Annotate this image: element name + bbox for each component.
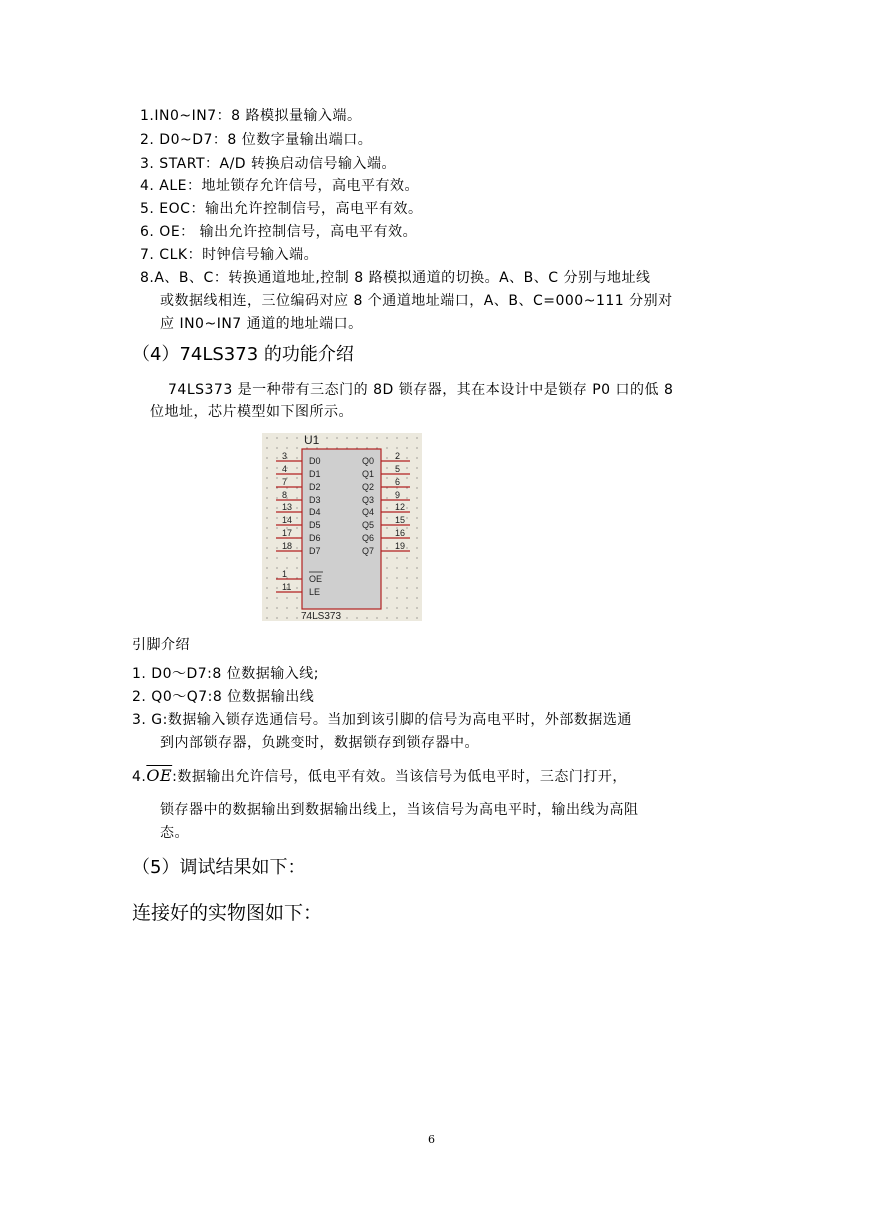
grid-dot bbox=[266, 587, 267, 588]
grid-dot bbox=[386, 477, 387, 478]
pin-number-16: 16 bbox=[395, 528, 406, 538]
grid-dot bbox=[416, 527, 417, 528]
grid-dot bbox=[416, 467, 417, 468]
grid-dot bbox=[406, 527, 407, 528]
grid-dot bbox=[296, 557, 297, 558]
grid-dot bbox=[416, 447, 417, 448]
pin-number-15: 15 bbox=[395, 515, 406, 525]
pin-intro-item-3-line-2: 到内部锁存器，负跳变时，数据锁存到锁存器中。 bbox=[160, 735, 479, 751]
grid-dot bbox=[296, 477, 297, 478]
grid-dot bbox=[346, 437, 347, 438]
grid-dot bbox=[416, 477, 417, 478]
section-5-subheading: 连接好的实物图如下： bbox=[132, 902, 323, 924]
grid-dot bbox=[366, 617, 367, 618]
pin-label-d7: D7 bbox=[309, 546, 321, 556]
pin-label-oe: OE bbox=[309, 574, 323, 584]
grid-dot bbox=[346, 617, 347, 618]
grid-dot bbox=[416, 437, 417, 438]
pin-number-5: 5 bbox=[395, 464, 401, 474]
grid-dot bbox=[276, 567, 277, 568]
pin-intro-item-3-line-1: 3. G:数据输入锁存选通信号。当加到该引脚的信号为高电平时，外部数据选通 bbox=[132, 712, 632, 728]
pin-number-19: 19 bbox=[395, 541, 406, 551]
pin-label-q5: Q5 bbox=[362, 520, 375, 530]
grid-dot bbox=[386, 547, 387, 548]
grid-dot bbox=[416, 587, 417, 588]
grid-dot bbox=[406, 447, 407, 448]
grid-dot bbox=[276, 587, 277, 588]
grid-dot bbox=[416, 487, 417, 488]
chip-ref-label: U1 bbox=[304, 433, 320, 447]
pin-number-13: 13 bbox=[282, 502, 293, 512]
grid-dot bbox=[296, 517, 297, 518]
grid-dot bbox=[296, 547, 297, 548]
grid-dot bbox=[386, 617, 387, 618]
chip-model-figure bbox=[262, 433, 422, 621]
grid-dot bbox=[416, 507, 417, 508]
grid-dot bbox=[406, 567, 407, 568]
grid-dot bbox=[296, 617, 297, 618]
grid-dot bbox=[266, 537, 267, 538]
grid-dot bbox=[396, 557, 397, 558]
oe-overline-symbol: $\overline{OE}$ bbox=[146, 766, 173, 785]
adc-pin-item-8: 8.A、B、C：转换通道地址,控制 8 路模拟通道的切换。A、B、C 分别与地址线 bbox=[140, 270, 651, 286]
grid-dot bbox=[386, 597, 387, 598]
grid-dot bbox=[376, 437, 377, 438]
grid-dot bbox=[406, 457, 407, 458]
grid-dot bbox=[406, 577, 407, 578]
grid-dot bbox=[406, 517, 407, 518]
grid-dot bbox=[396, 597, 397, 598]
grid-dot bbox=[406, 607, 407, 608]
pin-number-8: 8 bbox=[282, 490, 288, 500]
grid-dot bbox=[286, 557, 287, 558]
grid-dot bbox=[266, 617, 267, 618]
pin-intro-item-1: 1. D0～D7:8 位数据输入线; bbox=[132, 666, 319, 682]
grid-dot bbox=[396, 577, 397, 578]
adc-pin-item-4: 4. ALE：地址锁存允许信号，高电平有效。 bbox=[140, 178, 420, 194]
pin-label-d1: D1 bbox=[309, 469, 321, 479]
grid-dot bbox=[386, 437, 387, 438]
grid-dot bbox=[386, 497, 387, 498]
grid-dot bbox=[296, 567, 297, 568]
pin-label-q3: Q3 bbox=[362, 495, 375, 505]
pin-label-le: LE bbox=[309, 587, 321, 597]
grid-dot bbox=[276, 477, 277, 478]
pin-number-6: 6 bbox=[395, 477, 401, 487]
grid-dot bbox=[356, 617, 357, 618]
grid-dot bbox=[276, 557, 277, 558]
grid-dot bbox=[266, 547, 267, 548]
pin-intro-item-4-line-1 bbox=[132, 766, 627, 787]
grid-dot bbox=[266, 567, 267, 568]
grid-dot bbox=[296, 447, 297, 448]
pin-number-14: 14 bbox=[282, 515, 293, 525]
grid-dot bbox=[416, 597, 417, 598]
grid-dot bbox=[266, 607, 267, 608]
grid-dot bbox=[416, 567, 417, 568]
grid-dot bbox=[366, 437, 367, 438]
grid-dot bbox=[386, 467, 387, 468]
section-4-paragraph-line-2: 位地址，芯片模型如下图所示。 bbox=[150, 404, 353, 420]
grid-dot bbox=[416, 547, 417, 548]
grid-dot bbox=[416, 537, 417, 538]
grid-dot bbox=[286, 607, 287, 608]
grid-dot bbox=[266, 507, 267, 508]
grid-dot bbox=[266, 597, 267, 598]
grid-dot bbox=[286, 597, 287, 598]
adc-pin-item-8-cont-2: 应 IN0~IN7 通道的地址端口。 bbox=[160, 316, 363, 332]
grid-dot bbox=[286, 617, 287, 618]
grid-dot bbox=[296, 587, 297, 588]
grid-dot bbox=[386, 447, 387, 448]
grid-dot bbox=[276, 437, 277, 438]
grid-dot bbox=[296, 457, 297, 458]
grid-dot bbox=[406, 547, 407, 548]
adc-pin-item-6: 6. OE： 输出允许控制信号，高电平有效。 bbox=[140, 224, 418, 240]
pin-intro-title: 引脚介绍 bbox=[132, 637, 190, 653]
adc-pin-item-5: 5. EOC：输出允许控制信号，高电平有效。 bbox=[140, 201, 423, 217]
grid-dot bbox=[386, 567, 387, 568]
pin-label-q0: Q0 bbox=[362, 456, 375, 466]
grid-dot bbox=[326, 437, 327, 438]
grid-dot bbox=[266, 517, 267, 518]
grid-dot bbox=[296, 597, 297, 598]
grid-dot bbox=[296, 527, 297, 528]
grid-dot bbox=[276, 447, 277, 448]
pin-number-3: 3 bbox=[282, 451, 288, 461]
grid-dot bbox=[386, 517, 387, 518]
adc-pin-item-2: 2. D0~D7：8 位数字量输出端口。 bbox=[140, 132, 373, 148]
grid-dot bbox=[416, 617, 417, 618]
grid-dot bbox=[406, 497, 407, 498]
chip-schematic bbox=[262, 433, 422, 621]
grid-dot bbox=[406, 507, 407, 508]
grid-dot bbox=[276, 607, 277, 608]
grid-dot bbox=[416, 497, 417, 498]
grid-dot bbox=[396, 607, 397, 608]
pin-label-d3: D3 bbox=[309, 495, 321, 505]
grid-dot bbox=[266, 457, 267, 458]
grid-dot bbox=[386, 607, 387, 608]
section-4-heading: （4）74LS373 的功能介绍 bbox=[132, 344, 354, 365]
grid-dot bbox=[386, 587, 387, 588]
pin-intro-item-4-number: 4. bbox=[132, 769, 147, 785]
adc-pin-item-1: 1.IN0~IN7：8 路模拟量输入端。 bbox=[140, 108, 362, 124]
grid-dot bbox=[276, 457, 277, 458]
grid-dot bbox=[386, 507, 387, 508]
grid-dot bbox=[296, 437, 297, 438]
grid-dot bbox=[266, 487, 267, 488]
grid-dot bbox=[396, 567, 397, 568]
grid-dot bbox=[276, 467, 277, 468]
pin-number-18: 18 bbox=[282, 541, 293, 551]
grid-dot bbox=[276, 527, 277, 528]
grid-dot bbox=[376, 617, 377, 618]
pin-number-1: 1 bbox=[282, 569, 288, 579]
grid-dot bbox=[396, 437, 397, 438]
adc-pin-item-8-cont-1: 或数据线相连，三位编码对应 8 个通道地址端口，A、B、C=000~111 分别对 bbox=[160, 293, 673, 309]
grid-dot bbox=[386, 577, 387, 578]
page-number: 6 bbox=[428, 1133, 435, 1146]
pin-label-q6: Q6 bbox=[362, 533, 375, 543]
pin-label-d2: D2 bbox=[309, 482, 321, 492]
grid-dot bbox=[416, 517, 417, 518]
grid-dot bbox=[266, 477, 267, 478]
grid-dot bbox=[336, 437, 337, 438]
pin-number-17: 17 bbox=[282, 528, 293, 538]
grid-dot bbox=[416, 457, 417, 458]
grid-dot bbox=[396, 617, 397, 618]
grid-dot bbox=[296, 467, 297, 468]
grid-dot bbox=[406, 587, 407, 588]
adc-pin-item-7: 7. CLK：时钟信号输入端。 bbox=[140, 247, 319, 263]
pin-intro-item-4-line-2: 锁存器中的数据输出到数据输出线上，当该信号为高电平时，输出线为高阻 bbox=[160, 802, 639, 818]
grid-dot bbox=[386, 527, 387, 528]
grid-dot bbox=[406, 617, 407, 618]
adc-pin-item-3: 3. START：A/D 转换启动信号输入端。 bbox=[140, 156, 397, 172]
grid-dot bbox=[266, 527, 267, 528]
grid-dot bbox=[406, 467, 407, 468]
pin-label-d5: D5 bbox=[309, 520, 321, 530]
pin-label-d4: D4 bbox=[309, 507, 321, 517]
pin-number-12: 12 bbox=[395, 502, 406, 512]
pin-number-2: 2 bbox=[395, 451, 401, 461]
pin-intro-item-2: 2. Q0～Q7:8 位数据输出线 bbox=[132, 689, 315, 705]
grid-dot bbox=[406, 477, 407, 478]
grid-dot bbox=[416, 557, 417, 558]
grid-dot bbox=[266, 437, 267, 438]
grid-dot bbox=[276, 617, 277, 618]
grid-dot bbox=[276, 597, 277, 598]
grid-dot bbox=[406, 437, 407, 438]
grid-dot bbox=[416, 577, 417, 578]
grid-dot bbox=[406, 597, 407, 598]
pin-label-q4: Q4 bbox=[362, 507, 375, 517]
grid-dot bbox=[386, 557, 387, 558]
grid-dot bbox=[276, 517, 277, 518]
grid-dot bbox=[296, 607, 297, 608]
pin-number-7: 7 bbox=[282, 477, 288, 487]
section-4-paragraph-line-1: 74LS373 是一种带有三态门的 8D 锁存器，其在本设计中是锁存 P0 口的低 8 bbox=[168, 382, 674, 398]
grid-dot bbox=[396, 447, 397, 448]
pin-label-d0: D0 bbox=[309, 456, 321, 466]
grid-dot bbox=[266, 557, 267, 558]
grid-dot bbox=[266, 497, 267, 498]
pin-number-9: 9 bbox=[395, 490, 401, 500]
grid-dot bbox=[396, 587, 397, 588]
pin-label-q2: Q2 bbox=[362, 482, 375, 492]
grid-dot bbox=[266, 467, 267, 468]
grid-dot bbox=[266, 577, 267, 578]
grid-dot bbox=[386, 457, 387, 458]
grid-dot bbox=[266, 447, 267, 448]
grid-dot bbox=[406, 557, 407, 558]
grid-dot bbox=[286, 447, 287, 448]
pin-label-q1: Q1 bbox=[362, 469, 375, 479]
grid-dot bbox=[356, 437, 357, 438]
pin-label-q7: Q7 bbox=[362, 546, 375, 556]
grid-dot bbox=[276, 547, 277, 548]
grid-dot bbox=[296, 497, 297, 498]
pin-number-11: 11 bbox=[282, 582, 292, 592]
grid-dot bbox=[296, 507, 297, 508]
chip-part-label: 74LS373 bbox=[301, 611, 342, 621]
pin-number-4: 4 bbox=[282, 464, 288, 474]
grid-dot bbox=[276, 497, 277, 498]
pin-intro-item-4-text: :数据输出允许信号，低电平有效。当该信号为低电平时，三态门打开， bbox=[172, 769, 627, 785]
grid-dot bbox=[276, 507, 277, 508]
pin-label-d6: D6 bbox=[309, 533, 321, 543]
section-5-heading: （5）调试结果如下： bbox=[132, 857, 306, 878]
pin-intro-item-4-line-3: 态。 bbox=[160, 825, 189, 841]
grid-dot bbox=[416, 607, 417, 608]
grid-dot bbox=[286, 437, 287, 438]
